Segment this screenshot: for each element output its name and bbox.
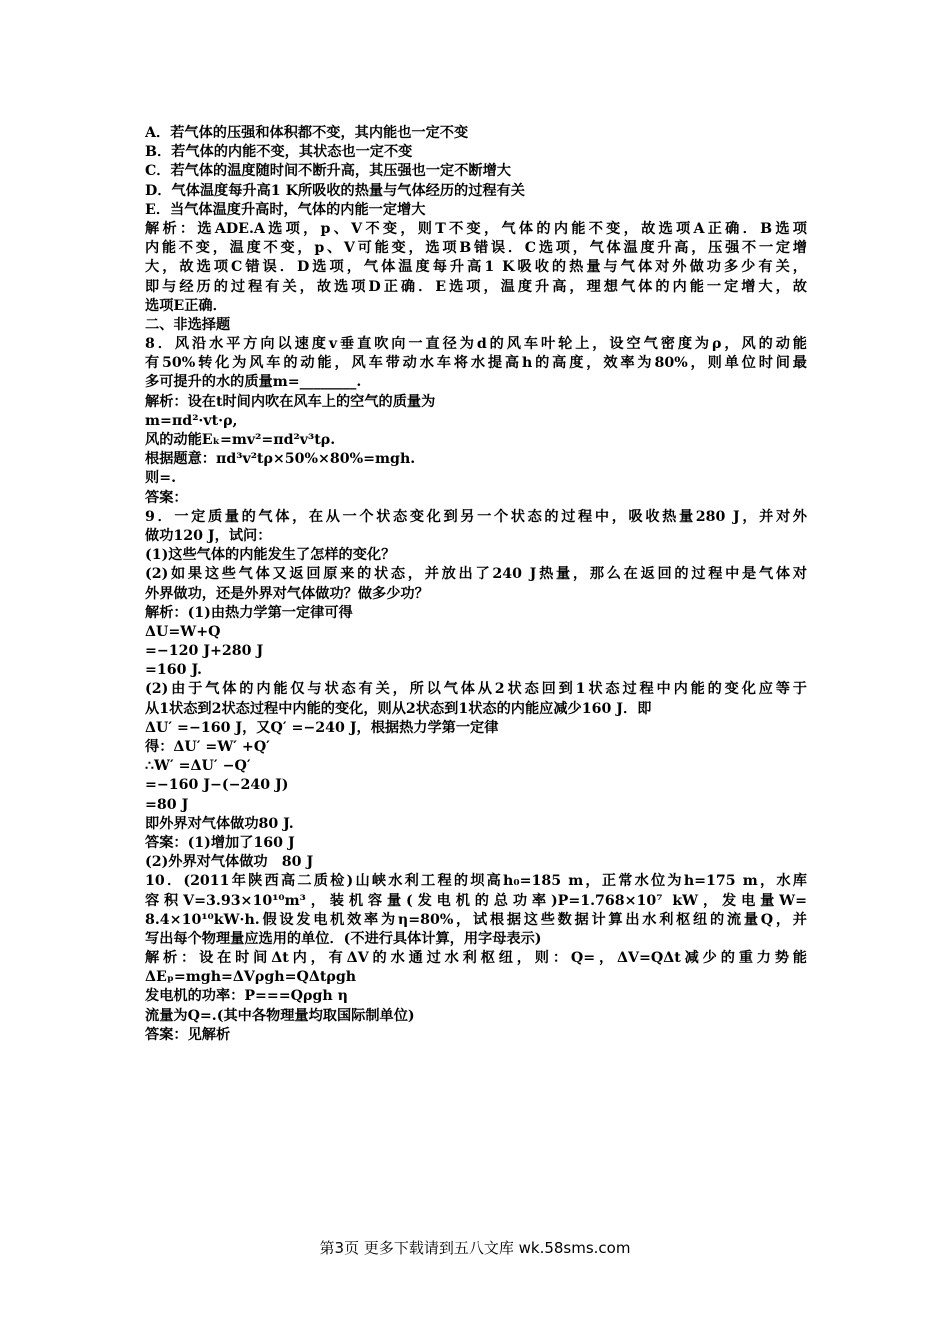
text-line: 内能不变，温度不变，p、V可能变，选项B错误．C选项，气体温度升高，压强不一定增 (145, 240, 807, 257)
text-line: 解析：(1)由热力学第一定律可得 (145, 604, 353, 621)
page-footer: 第3页 更多下载请到五八文库 wk.58sms.com (319, 1239, 631, 1257)
text-line: 发电机的功率：P===Qρgh η (145, 988, 348, 1005)
text-line: 即外界对气体做功80 J. (145, 815, 294, 832)
text-line: ΔU=W+Q (145, 623, 221, 640)
text-line: 大，故选项C错误．D选项，气体温度每升高1 K吸收的热量与气体对外做功多少有关， (145, 259, 807, 276)
text-line: (1)这些气体的内能发生了怎样的变化？ (145, 547, 396, 564)
text-line: 9．一定质量的气体，在从一个状态变化到另一个状态的过程中，吸收热量280 J，并对外 (145, 508, 807, 525)
text-line: 8．风沿水平方向以速度v垂直吹向一直径为d的风车叶轮上，设空气密度为ρ，风的动能 (145, 336, 807, 353)
text-line: 风的动能Eₖ=mv²=πd²v³tρ. (145, 432, 336, 448)
text-line: 答案：见解析 (145, 1026, 231, 1043)
text-line: C．若气体的温度随时间不断升高，其压强也一定不断增大 (145, 163, 511, 180)
text-line: (2)如果这些气体又返回原来的状态，并放出了240 J热量，那么在返回的过程中是气体对 (145, 566, 807, 583)
text-line: 答案：(1)增加了160 J (145, 834, 295, 851)
text-line: 答案： (145, 489, 188, 506)
text-line: =80 J (145, 796, 189, 813)
text-line: B．若气体的内能不变，其状态也一定不变 (145, 144, 413, 161)
text-line: =−160 J−(−240 J) (145, 777, 289, 794)
text-line: =160 J. (145, 662, 202, 679)
text-line: 流量为Q=.(其中各物理量均取国际制单位) (145, 1007, 415, 1024)
text-line: 8.4×10¹⁰kW·h.假设发电机效率为η=80%，试根据这些数据计算出水利枢纽的流量Q，并 (145, 911, 807, 928)
text-line: 解析：设在时间Δt内，有ΔV的水通过水利枢纽，则：Q=，ΔV=QΔt减少的重力势能 (145, 950, 807, 967)
text-line: E．当气体温度升高时，气体的内能一定增大 (145, 201, 426, 218)
text-line: 根据题意：πd³v²tρ×50%×80%=mgh. (145, 451, 416, 468)
text-line: 有50%转化为风车的动能，风车带动水车将水提高h的高度，效率为80%，则单位时间最 (145, 355, 807, 372)
text-line: 10．(2011年陕西高二质检)山峡水利工程的坝高h₀=185 m，正常水位为h=175 m，水库 (145, 873, 807, 890)
text-line: m=πd²·vt·ρ, (145, 412, 238, 429)
text-line: D．气体温度每升高1 K所吸收的热量与气体经历的过程有关 (145, 182, 525, 199)
text-line: 写出每个物理量应选用的单位．(不进行具体计算，用字母表示) (145, 930, 542, 947)
text-line: 选项E正确． (145, 297, 227, 314)
text-line: (2)由于气体的内能仅与状态有关，所以气体从2状态回到1状态过程中内能的变化应等于 (145, 681, 807, 698)
text-line: A．若气体的压强和体积都不变，其内能也一定不变 (145, 125, 469, 141)
text-line: 二、非选择题 (145, 316, 231, 333)
text-line: =−120 J+280 J (145, 643, 264, 660)
text-line: 做功120 J，试问： (145, 527, 272, 544)
text-line: ΔEₚ=mgh=ΔVρgh=QΔtρgh (145, 969, 357, 986)
text-line: 解析：选ADE.A选项，p、V不变，则T不变，气体的内能不变，故选项A正确．B选项 (145, 220, 807, 237)
text-line: 外界做功，还是外界对气体做功？做多少功？ (145, 585, 429, 602)
text-line: 容积V=3.93×10¹⁰m³，装机容量(发电机的总功率)P=1.768×10⁷ kW，发电量W= (145, 892, 807, 909)
text-line: 解析：设在t时间内吹在风车上的空气的质量为 (145, 393, 436, 410)
text-line: 即与经历的过程有关，故选项D正确．E选项，温度升高，理想气体的内能一定增大，故 (145, 278, 807, 295)
text-line: 得：ΔU′ =W′ +Q′ (145, 739, 270, 755)
text-line: 则=. (145, 470, 177, 487)
text-line: ΔU′ =−160 J，又Q′ =−240 J，根据热力学第一定律 (145, 719, 499, 736)
text-line: (2)外界对气体做功 80 J (145, 854, 314, 871)
text-line: ∴W′ =ΔU′ −Q′ (145, 758, 251, 775)
text-line: 从1状态到2状态过程中内能的变化，则从2状态到1状态的内能应减少160 J．即 (145, 700, 652, 717)
text-line: 多可提升的水的质量m=________. (145, 374, 362, 391)
document-body (145, 124, 807, 1045)
